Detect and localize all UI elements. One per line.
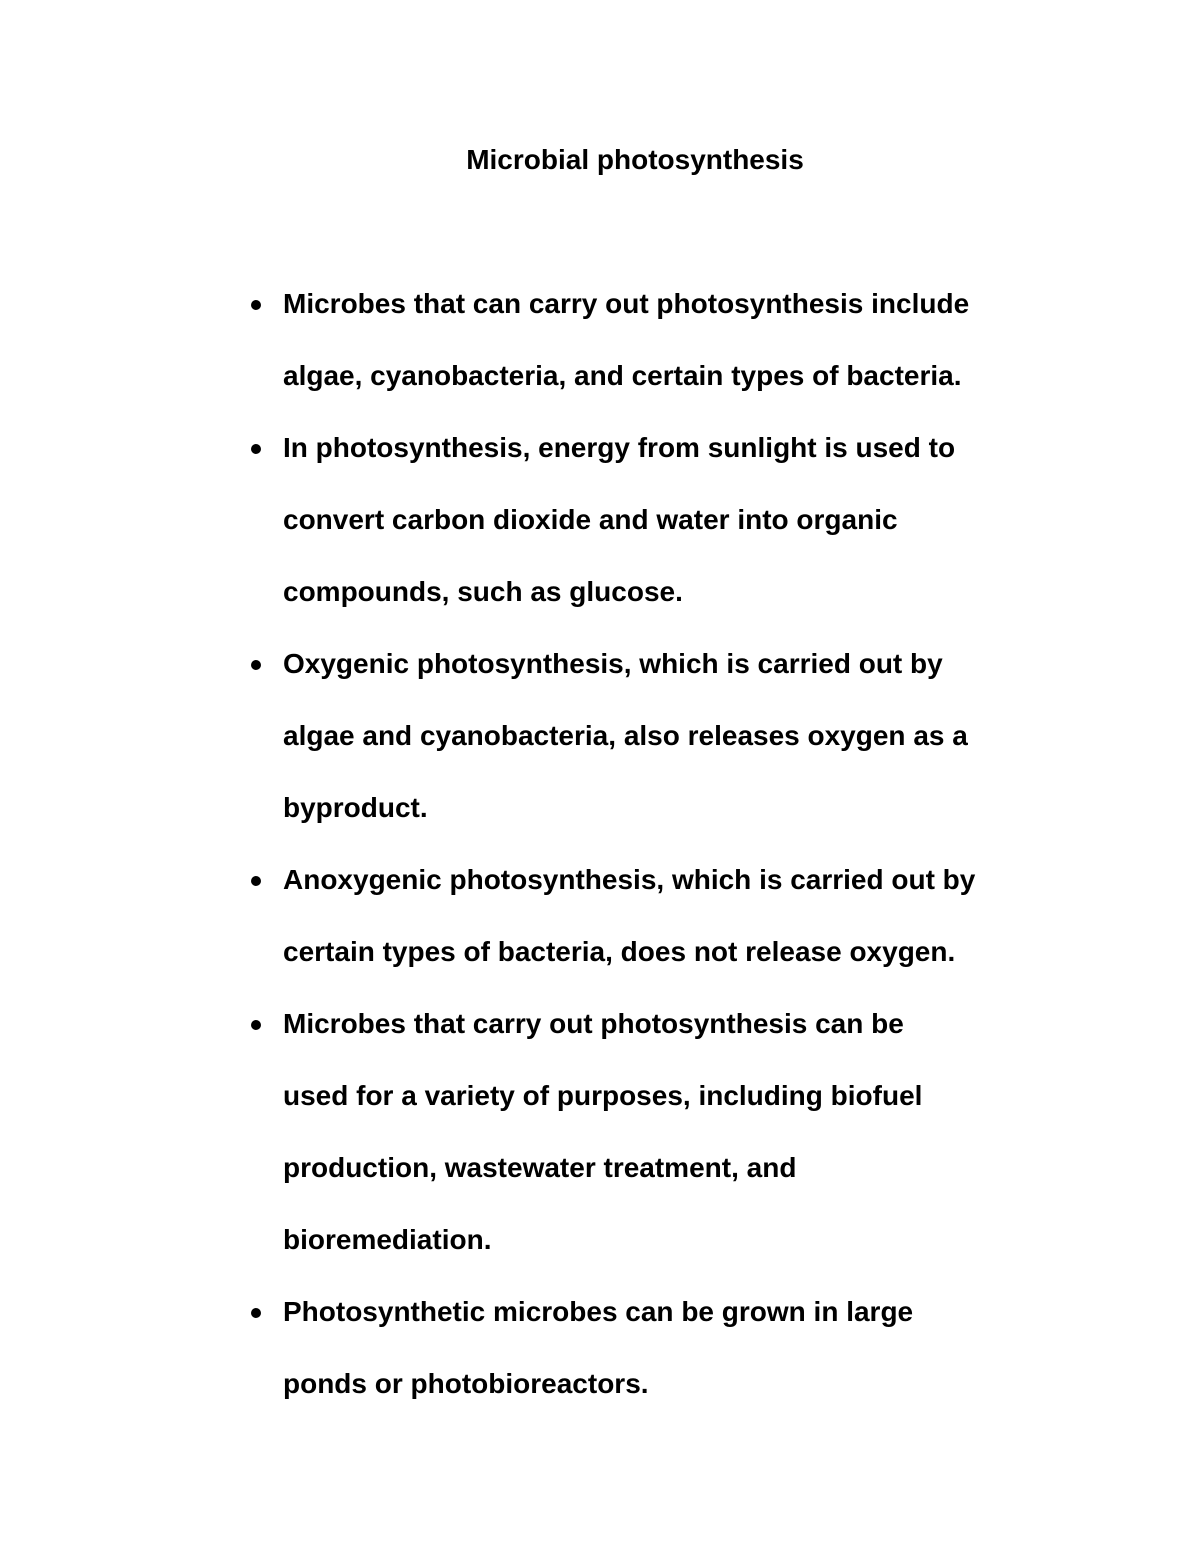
list-item-text — [283, 1276, 1096, 1420]
list-item — [246, 628, 1096, 844]
list-item-text — [283, 412, 1096, 628]
list-item — [246, 844, 1096, 988]
list-item-text — [283, 844, 1096, 988]
text-line: Oxygenic photosynthesis, which is carried out by — [283, 648, 943, 679]
text-line: used for a variety of purposes, including biofuel — [283, 1080, 923, 1111]
text-line: algae, cyanobacteria, and certain types of bacteria. — [283, 360, 962, 391]
list-item-text — [283, 988, 1096, 1276]
bullet-icon — [246, 844, 283, 916]
text-line: ponds or photobioreactors. — [283, 1368, 649, 1399]
bullet-icon — [246, 628, 283, 700]
text-line: byproduct. — [283, 792, 428, 823]
text-line: certain types of bacteria, does not release oxygen. — [283, 936, 956, 967]
text-line: algae and cyanobacteria, also releases oxygen as a — [283, 720, 968, 751]
bullet-icon — [246, 1276, 283, 1348]
list-item — [246, 412, 1096, 628]
list-item — [246, 268, 1096, 412]
text-line: Microbes that carry out photosynthesis can be — [283, 1008, 904, 1039]
text-line: Photosynthetic microbes can be grown in large — [283, 1296, 914, 1327]
bullet-icon — [246, 412, 283, 484]
text-line: bioremediation. — [283, 1224, 492, 1255]
page-title: Microbial photosynthesis — [466, 144, 804, 175]
list-item-text — [283, 628, 1096, 844]
bullet-icon — [246, 988, 283, 1060]
list-item — [246, 988, 1096, 1276]
text-line: convert carbon dioxide and water into organic — [283, 504, 898, 535]
bullet-icon — [246, 268, 283, 340]
list-item-text — [283, 268, 1096, 412]
text-line: compounds, such as glucose. — [283, 576, 683, 607]
text-line: Anoxygenic photosynthesis, which is carried out by — [283, 864, 976, 895]
bullet-list — [246, 268, 1096, 1420]
text-line: Microbes that can carry out photosynthesis include — [283, 288, 970, 319]
text-line: production, wastewater treatment, and — [283, 1152, 797, 1183]
list-item — [246, 1276, 1096, 1420]
text-line: In photosynthesis, energy from sunlight is used to — [283, 432, 956, 463]
